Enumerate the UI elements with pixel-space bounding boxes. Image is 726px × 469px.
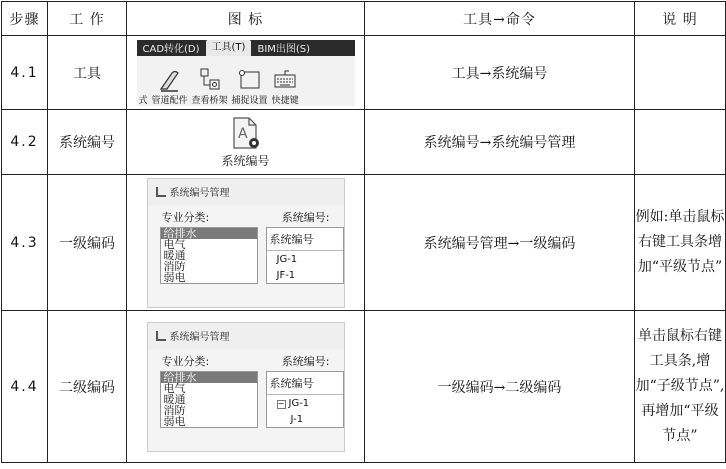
dialog-titlebar xyxy=(148,323,344,349)
category-list[interactable] xyxy=(160,371,258,428)
icon-cell xyxy=(127,110,365,175)
code-tree[interactable] xyxy=(266,227,344,284)
list-item[interactable]: 暖通 xyxy=(163,248,186,262)
dialog-labels xyxy=(148,205,344,225)
header-note: 说 明 xyxy=(635,2,726,36)
icon-cell xyxy=(127,311,365,463)
header-step: 步骤 xyxy=(2,2,48,36)
category-label: 专业分类: xyxy=(161,210,210,224)
code-tree[interactable] xyxy=(266,371,344,428)
pipe-fitting-icon xyxy=(158,67,182,93)
table-row xyxy=(2,175,726,311)
toolbar-ribbon xyxy=(137,40,355,106)
tab-tools[interactable]: 工具(T) xyxy=(206,40,252,56)
system-number-label: 系统编号 xyxy=(221,153,270,168)
work-cell: 系统编号 xyxy=(48,110,127,175)
dialog-titlebar xyxy=(148,179,344,205)
list-item[interactable]: 消防 xyxy=(163,403,186,417)
note-cell: 例如:单击鼠标右键工具条增加“平级节点” xyxy=(635,175,726,311)
step-number: 4.2 xyxy=(2,110,48,175)
ribbon-body xyxy=(137,56,355,106)
style-button[interactable] xyxy=(139,93,148,106)
category-list[interactable] xyxy=(160,227,258,284)
snap-settings-icon xyxy=(238,67,262,93)
snap-settings-button[interactable] xyxy=(232,67,268,106)
command-cell: 工具→系统编号 xyxy=(365,36,635,110)
view-tray-icon xyxy=(198,67,222,93)
view-tray-label: 查看桥架 xyxy=(191,95,228,106)
shortcut-button[interactable] xyxy=(272,67,299,106)
dialog-panes xyxy=(148,369,344,428)
system-number-dialog xyxy=(147,322,345,452)
system-number-button[interactable] xyxy=(127,116,364,169)
step-number: 4.3 xyxy=(2,175,48,311)
list-item[interactable]: 弱电 xyxy=(163,414,186,428)
view-tray-button[interactable] xyxy=(192,67,228,106)
list-item[interactable]: 弱电 xyxy=(163,270,186,284)
code-label: 系统编号: xyxy=(281,210,330,224)
dialog-panes xyxy=(148,225,344,284)
ribbon-tabs xyxy=(137,40,355,56)
step-number: 4.1 xyxy=(2,36,48,110)
pipe-fitting-button[interactable] xyxy=(152,67,188,106)
step-number: 4.4 xyxy=(2,311,48,463)
dialog-title: 系统编号管理 xyxy=(169,332,230,343)
procedure-table xyxy=(1,1,726,463)
list-item[interactable]: 电气 xyxy=(163,381,186,395)
tree-node[interactable] xyxy=(267,395,343,411)
tree-node[interactable]: JG-1 xyxy=(276,253,298,265)
header-row xyxy=(2,2,726,36)
snap-settings-label: 捕捉设置 xyxy=(231,95,268,106)
command-cell: 系统编号→系统编号管理 xyxy=(365,110,635,175)
tree-node-label: JG-1 xyxy=(288,397,310,409)
list-item[interactable]: 给排水 xyxy=(161,372,257,383)
list-item[interactable]: 暖通 xyxy=(163,392,186,406)
dialog-labels xyxy=(148,349,344,369)
command-cell: 系统编号管理→一级编码 xyxy=(365,175,635,311)
category-label: 专业分类: xyxy=(161,354,210,368)
tree-child-node[interactable]: J-1 xyxy=(290,413,304,425)
shortcut-label: 快捷键 xyxy=(271,95,299,106)
tree-header: 系统编号 xyxy=(267,372,343,395)
note-cell xyxy=(635,36,726,110)
command-cell: 一级编码→二级编码 xyxy=(365,311,635,463)
list-item[interactable]: 消防 xyxy=(163,259,186,273)
tree-node[interactable]: JF-1 xyxy=(276,269,296,281)
header-command: 工具→命令 xyxy=(365,2,635,36)
svg-text:A: A xyxy=(237,125,248,142)
icon-cell xyxy=(127,36,365,110)
list-item[interactable]: 电气 xyxy=(163,237,186,251)
tab-bim[interactable]: BIM出图(S) xyxy=(257,44,311,55)
header-icon: 图 标 xyxy=(127,2,365,36)
code-label: 系统编号: xyxy=(281,354,330,368)
system-number-dialog xyxy=(147,178,345,308)
work-cell: 二级编码 xyxy=(48,311,127,463)
tab-cad[interactable]: CAD转化(D) xyxy=(142,44,200,55)
work-cell: 一级编码 xyxy=(48,175,127,311)
icon-cell xyxy=(127,175,365,311)
dialog-icon xyxy=(156,187,166,197)
note-cell xyxy=(635,110,726,175)
style-label: 式 xyxy=(138,95,148,106)
system-number-icon xyxy=(229,116,263,152)
list-item[interactable]: 给排水 xyxy=(161,228,257,239)
collapse-icon[interactable]: − xyxy=(277,398,285,408)
table-row xyxy=(2,311,726,463)
dialog-icon xyxy=(156,331,166,341)
table-row xyxy=(2,110,726,175)
header-work: 工 作 xyxy=(48,2,127,36)
keyboard-icon xyxy=(273,67,297,93)
dialog-title: 系统编号管理 xyxy=(169,188,230,199)
note-cell: 单击鼠标右键工具条,增加“子级节点”,再增加“平级节点” xyxy=(635,311,726,463)
pipe-fitting-label: 管道配件 xyxy=(151,95,188,106)
table-row xyxy=(2,36,726,110)
tree-header: 系统编号 xyxy=(267,228,343,251)
work-cell: 工具 xyxy=(48,36,127,110)
